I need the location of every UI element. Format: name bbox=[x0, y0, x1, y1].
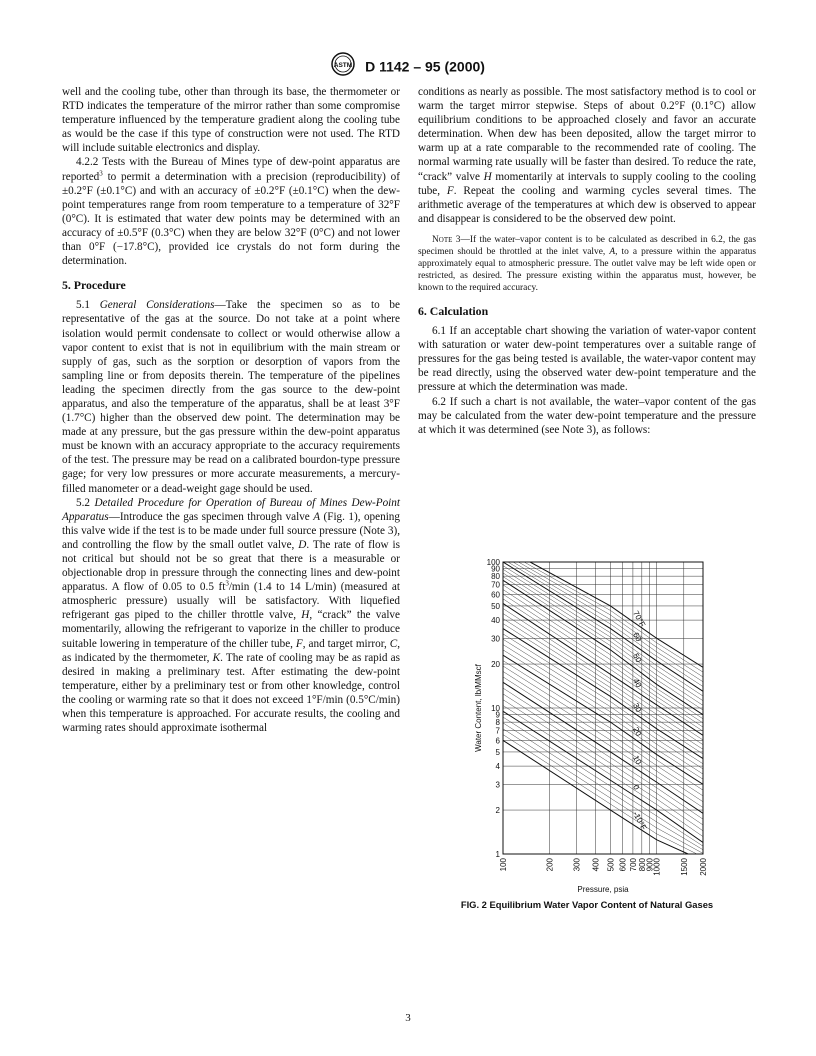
interpolated-curve bbox=[503, 661, 703, 791]
x-tick-label: 600 bbox=[618, 858, 628, 872]
y-tick-label: 4 bbox=[495, 762, 500, 772]
y-tick-label: 3 bbox=[495, 780, 500, 790]
x-tick-label: 500 bbox=[606, 858, 616, 872]
curve-label: 30 bbox=[631, 701, 644, 714]
interpolated-curve bbox=[503, 639, 703, 769]
y-tick-label: 5 bbox=[495, 747, 500, 757]
y-tick-label: 60 bbox=[491, 590, 500, 600]
curve-label: 0 bbox=[631, 783, 642, 792]
paragraph-6-2: 6.2 If such a chart is not available, the water–vapor content of the gas may be calculated from the water dew-point temperature and the pressure at which it was determined (see Note 3), as follows: bbox=[418, 395, 756, 436]
interpolated-curve bbox=[503, 599, 703, 731]
y-tick-label: 50 bbox=[491, 601, 500, 611]
svg-text:ASTM: ASTM bbox=[333, 62, 353, 69]
y-tick-label: 1 bbox=[495, 850, 500, 859]
y-tick-label: 80 bbox=[491, 572, 500, 582]
y-tick-label: 8 bbox=[495, 718, 500, 728]
paragraph-5-2: 5.2 Detailed Procedure for Operation of Bureau of Mines Dew-Point Apparatus—Introduce the gas specimen through valve A (Fig. 1), opening this valve wide if the test is to be made under full source pressure (Note 3), and controlling the flow by the small outlet valve, D. The rate of flow is not critical but should not be so great that there is a measurable or objectionable drop in pressure through the connecting lines and dew-point apparatus. A flow of 0.05 to 0.5 $ft^3/\min$ (1.4 to 14 L/min) (measured at atmospheric pressure) usually will be satisfactory. With liquefied refrigerant gas piped to the chiller throttle valve, H, “crack” the valve momentarily, allowing the refrigerant to vaporize in the chiller to produce suitable lowering in temperature of the chiller tube, F, and target mirror, C, as indicated by the thermometer, K. The rate of cooling may be as rapid as desired in making a preliminary test. After estimating the dew-point temperature, either by a preliminary test or from other knowledge, control the cooling or warming rate so that it does not exceed 1°F/min (0.5°C/min) when this temperature is approached. For accurate results, the cooling and warming rates should approximate isothermal bbox=[62, 496, 401, 735]
y-tick-label: 40 bbox=[491, 616, 500, 626]
section-heading-calculation: 6. Calculation bbox=[418, 303, 489, 318]
y-tick-label: 10 bbox=[491, 704, 500, 713]
series-line bbox=[503, 655, 703, 784]
interpolated-curve bbox=[503, 577, 703, 710]
x-tick-label: 1500 bbox=[679, 858, 689, 876]
y-tick-label: 20 bbox=[491, 660, 500, 670]
curve-label: 70°F bbox=[631, 609, 648, 629]
y-tick-label: 70 bbox=[491, 580, 500, 590]
x-tick-label: 1000 bbox=[652, 858, 662, 876]
interpolated-curve bbox=[503, 566, 703, 696]
interpolated-curve bbox=[503, 573, 703, 705]
curve-group bbox=[503, 550, 703, 857]
y-tick-label: 7 bbox=[495, 726, 500, 736]
section-heading-procedure: 5. Procedure bbox=[62, 278, 126, 293]
page-number: 3 bbox=[405, 1012, 411, 1024]
document-designation: D 1142 – 95 (2000) bbox=[365, 58, 485, 75]
paragraph-5-1: 5.1 General Considerations—Take the specimen so as to be representative of the gas at the source. Do not take at a point where isolation would permit condensate to collect or would otherwise allow a vapor content to exist that is not in equilibrium with the main stream or supply of gas, such as the sorption or desorption of vapors from the sampling line or from deposits therein. The temperature of the pipelines leading the specimen directly from the gas source to the dew-point apparatus, and also the temperature of the apparatus, shall be at least 3°F (1.7°C) higher than the observed dew point. The determination may be made at any pressure, but the gas pressure within the dew-point apparatus must be known with an accuracy appropriate to the accuracy requirements of the test. The pressure may be read on a calibrated bourdon-type pressure gage; for very low pressures or more accurate measurements, a mercury-filled manometer or a dead-weight gage should be used. bbox=[62, 299, 400, 495]
y-tick-label: 6 bbox=[495, 736, 500, 746]
water-content-chart bbox=[418, 550, 756, 895]
interpolated-curve bbox=[503, 569, 703, 700]
paragraph-6-1: 6.1 If an acceptable chart showing the variation of water-vapor content with saturation or water dew-point temperatures over a suitable range of pressures for the gas being tested is available, the water-vapor content may be read directly, using the observed water dew-point temperature and the pressure at which the determination was made. bbox=[418, 325, 756, 394]
interpolated-curve bbox=[503, 585, 703, 719]
y-tick-label: 90 bbox=[491, 564, 500, 574]
curve-label: 10 bbox=[631, 753, 644, 767]
curve-label: 60 bbox=[631, 630, 644, 644]
x-tick-label: 700 bbox=[628, 858, 638, 872]
x-axis-label: Pressure, psia bbox=[577, 885, 629, 894]
x-tick-label: 2000 bbox=[699, 858, 708, 876]
y-axis-label: Water Content, lb/MMscf bbox=[474, 664, 483, 752]
paragraph-4-2-2: 4.2.2 Tests with the Bureau of Mines type of dew-point apparatus are reported$^3$ to permit a determination with a precision (reproducibility) of ±0.2°F (±0.1°C) and with an accuracy of ±0.2°F (±0.1°C) when the dew-point temperatures range from room temperature to a temperature of 32°F (0°C). It is estimated that water dew points may be determined with an accuracy of ±0.5°F (0.3°C) when they are below 32°F (0°C) and not lower than 0°F (−17.8°C), provided ice crystals do not form during the determination. bbox=[62, 156, 400, 268]
x-tick-label: 800 bbox=[637, 858, 647, 872]
figure-caption: FIG. 2 Equilibrium Water Vapor Content of Natural Gases bbox=[460, 899, 714, 910]
y-tick-label: 2 bbox=[495, 806, 500, 816]
interpolated-curve bbox=[503, 590, 703, 723]
series-line bbox=[503, 603, 703, 735]
left-column bbox=[62, 85, 400, 735]
curve-label: 20 bbox=[631, 725, 644, 738]
series-line bbox=[503, 562, 703, 691]
paragraph-5-2-continued: conditions as nearly as possible. The most satisfactory method is to cool or warm the target mirror stepwise. Steps of about 0.2°F (0.1°C) allow equilibrium conditions to be approached closely and favor an accurate determination. When dew has been deposited, allow the target mirror to warm up at a rate comparable to the recommended rate of cooling. The normal warming rate usually will be faster than desired. To reduce the rate, “crack” valve H momentarily at intervals to supply cooling to the cooling tube, F. Repeat the cooling and warming cycles several times. The arithmetic average of the temperatures at which dew is observed to appear and disappear is considered to be the observed dew point. bbox=[418, 86, 757, 225]
x-tick-label: 300 bbox=[572, 858, 582, 872]
curve-label: 50 bbox=[631, 651, 644, 664]
page-header bbox=[0, 52, 816, 78]
interpolated-curve bbox=[503, 723, 703, 850]
x-tick-label: 100 bbox=[499, 858, 508, 872]
series-line bbox=[503, 711, 703, 842]
x-tick-label: 200 bbox=[545, 858, 555, 872]
note-3: Note 3—If the water–vapor content is to be calculated as described in 6.2, the gas specimen should be throttled at the inlet valve, A, to a pressure within the apparatus approximately equal to atmospheric pressure. The outlet valve may be left wide open or restricted, as desired. The pressure existing within the apparatus must, however, be known to the required accuracy. bbox=[418, 234, 757, 293]
curve-label: 40 bbox=[631, 676, 644, 690]
y-tick-label: 100 bbox=[486, 558, 500, 567]
y-tick-label: 30 bbox=[491, 634, 500, 644]
y-tick-label: 9 bbox=[495, 710, 500, 720]
x-tick-label: 400 bbox=[591, 858, 601, 872]
interpolated-curve bbox=[503, 717, 703, 846]
interpolated-curve bbox=[503, 624, 703, 754]
right-column bbox=[418, 85, 756, 437]
paragraph-4-2-1-continued: well and the cooling tube, other than through its base, the thermometer or RTD indicates the temperature of the mirror rather than some compromise temperature influenced by the temperature gradient along the cooling tube as would be the case if this type of construction were not used. The RTD will include suitable electronics and display. bbox=[62, 86, 400, 155]
curve-label: -10°F bbox=[631, 810, 649, 832]
figure-2 bbox=[418, 550, 756, 910]
astm-logo-icon bbox=[331, 52, 355, 81]
x-tick-label: 900 bbox=[645, 858, 655, 872]
interpolated-curve bbox=[503, 556, 703, 682]
